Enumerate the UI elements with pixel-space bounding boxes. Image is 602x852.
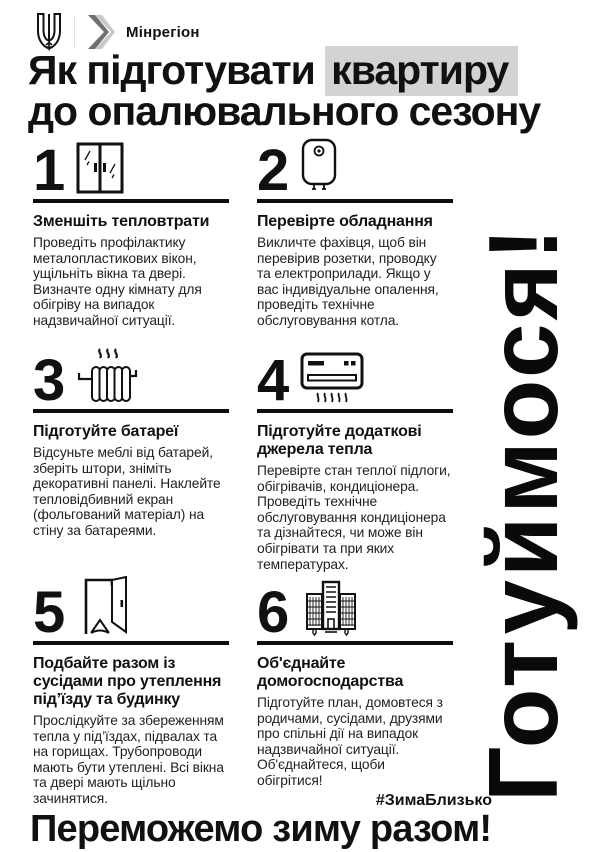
- section-number: 3: [33, 347, 64, 413]
- section-number: 1: [33, 137, 64, 203]
- ukraine-trident-icon: [34, 12, 64, 52]
- double-chevron-right-icon: [85, 14, 115, 50]
- window-icon: [76, 142, 124, 194]
- tip-section-3: [33, 347, 229, 582]
- water-heater-icon: [300, 138, 338, 194]
- buildings-icon: [300, 580, 362, 636]
- section-heading: Перевірте обладнання: [257, 213, 433, 230]
- section-heading: Подбайте разом із сусідами про утеплення під’їзду та будинку: [33, 655, 222, 708]
- brand-name: Мінрегіон: [126, 23, 200, 41]
- section-head: [257, 347, 453, 413]
- radiator-icon: [76, 348, 138, 404]
- section-number: 4: [257, 347, 288, 413]
- section-heading: Зменшіть тепловтрати: [33, 213, 210, 230]
- section-heading: Підготуйте додаткові джерела тепла: [257, 423, 422, 458]
- section-head: [257, 579, 453, 645]
- section-body: Викличте фахівця, щоб він перевірив розетки, проводку та електроприлади. Якщо у вас індивідуальне опалення, проведіть технічне обслуговування котла.: [257, 235, 439, 328]
- page-title: [28, 47, 602, 134]
- section-number: 5: [33, 579, 64, 645]
- footer-slogan: Переможемо зиму разом!: [30, 808, 492, 850]
- title-line2: до опалювального сезону: [28, 88, 541, 134]
- section-head: [33, 347, 229, 413]
- tip-section-6: [257, 579, 453, 807]
- open-door-icon: [76, 576, 130, 636]
- section-heading: Підготуйте батареї: [33, 423, 179, 440]
- hashtag: #ЗимаБлизько: [375, 792, 492, 809]
- tip-section-5: [33, 579, 229, 807]
- title-line1-prefix: Як підготувати: [28, 47, 326, 93]
- section-head: [257, 137, 453, 203]
- section-body: Відсуньте меблі від батарей, зберіть штори, зніміть декоративні панелі. Наклейте тепловідбивний екран (фольгований матеріал) на стіну за батареями.: [33, 445, 221, 538]
- section-number: 2: [257, 137, 288, 203]
- logo-divider: [74, 16, 75, 48]
- air-conditioner-icon: [300, 352, 364, 404]
- tip-section-2: [257, 137, 453, 350]
- section-body: Прослідкуйте за збереженням тепла у під’їздах, підвалах та на горищах. Трубопроводи мають бути утеплені. Всі вікна та двері мають щільно зачинятися.: [33, 713, 224, 806]
- section-head: [33, 579, 229, 645]
- title-highlight: квартиру: [325, 46, 518, 96]
- section-body: Перевірте стан теплої підлоги, обігрівачів, кондиціонера. Проведіть технічне обслуговування кондиціонера та дізнайтеся, чи може він обігрівати та при яких температурах.: [257, 463, 451, 572]
- section-body: Проведіть профілактику металопластикових вікон, ущільніть вікна та двері. Визначте одну кімнату для обігріву на випадок надзвичайної ситуації.: [33, 235, 202, 328]
- section-body: Підготуйте план, домовтеся з родичами, сусідами, друзями про спільні дії на випадок надзвичайної ситуації. Об'єднайтеся, щоби обігрітися!: [257, 695, 443, 788]
- tip-section-1: [33, 137, 229, 350]
- section-heading: Об'єднайте домогосподарства: [257, 655, 404, 690]
- tip-section-4: [257, 347, 453, 582]
- tips-grid: [33, 137, 453, 807]
- section-number: 6: [257, 579, 288, 645]
- side-banner-text: Готуймося!: [468, 224, 578, 802]
- section-head: [33, 137, 229, 203]
